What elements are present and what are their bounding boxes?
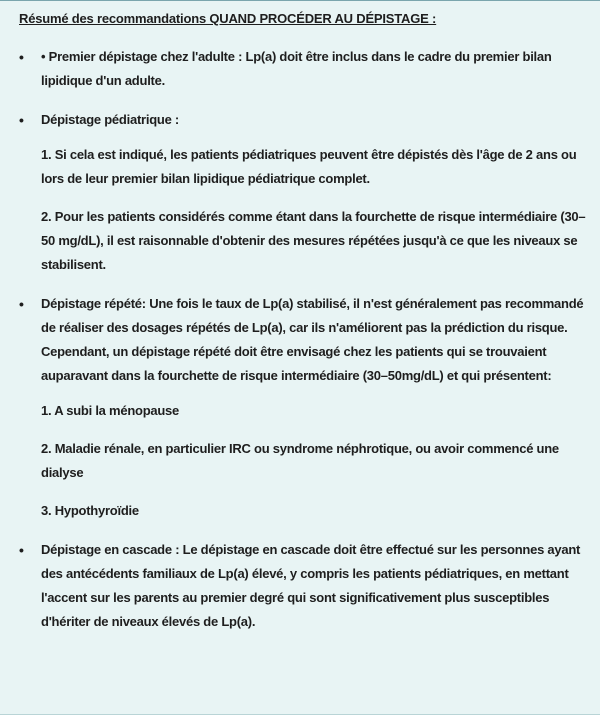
bullet-icon: • (19, 49, 24, 65)
item-text: • Premier dépistage chez l'adulte : Lp(a) doit être inclus dans le cadre du premier bilan lipidique d'un adulte. (41, 49, 552, 88)
list-item (19, 108, 588, 277)
list-item (19, 538, 588, 634)
sub-item: 2. Pour les patients considérés comme étant dans la fourchette de risque intermédiaire (30–50 mg/dL), il est raisonnable d'obtenir des mesures répétées jusqu'à ce que les niveaux se stabilisent. (41, 209, 586, 272)
bullet-icon: • (19, 112, 24, 128)
sub-item: 2. Maladie rénale, en particulier IRC ou syndrome néphrotique, ou avoir commencé une dialyse (41, 441, 559, 480)
item-text: Dépistage en cascade : Le dépistage en cascade doit être effectué sur les personnes ayant des antécédents familiaux de Lp(a) élevé, y compris les patients pédiatriques, en mettant l'accent sur les parents au premier degré qui sont significativement plus susceptibles d'hériter de niveaux élevés de Lp(a). (41, 542, 581, 629)
item-text: Dépistage répété: Une fois le taux de Lp(a) stabilisé, il n'est généralement pas recommandé de réaliser des dosages répétés de Lp(a), car ils n'améliorent pas la prédiction du risque. Cependant, un dépistage répété doit être envisagé chez les patients qui se trouvaient auparavant dans la fourchette de risque intermédiaire (30–50mg/dL) et qui présentent: (41, 296, 584, 383)
list-item (19, 45, 588, 93)
sub-item: 1. Si cela est indiqué, les patients pédiatriques peuvent être dépistés dès l'âge de 2 ans ou lors de leur premier bilan lipidique pédiatrique complet. (41, 147, 577, 186)
list-item (19, 292, 588, 523)
item-text: Dépistage pédiatrique : (41, 112, 179, 127)
recommendations-list (19, 45, 588, 634)
bullet-icon: • (19, 296, 24, 312)
sub-item: 3. Hypothyroïdie (41, 503, 139, 518)
bullet-icon: • (19, 542, 24, 558)
sub-item: 1. A subi la ménopause (41, 403, 180, 418)
page-title: Résumé des recommandations QUAND PROCÉDER AU DÉPISTAGE : (19, 11, 437, 26)
